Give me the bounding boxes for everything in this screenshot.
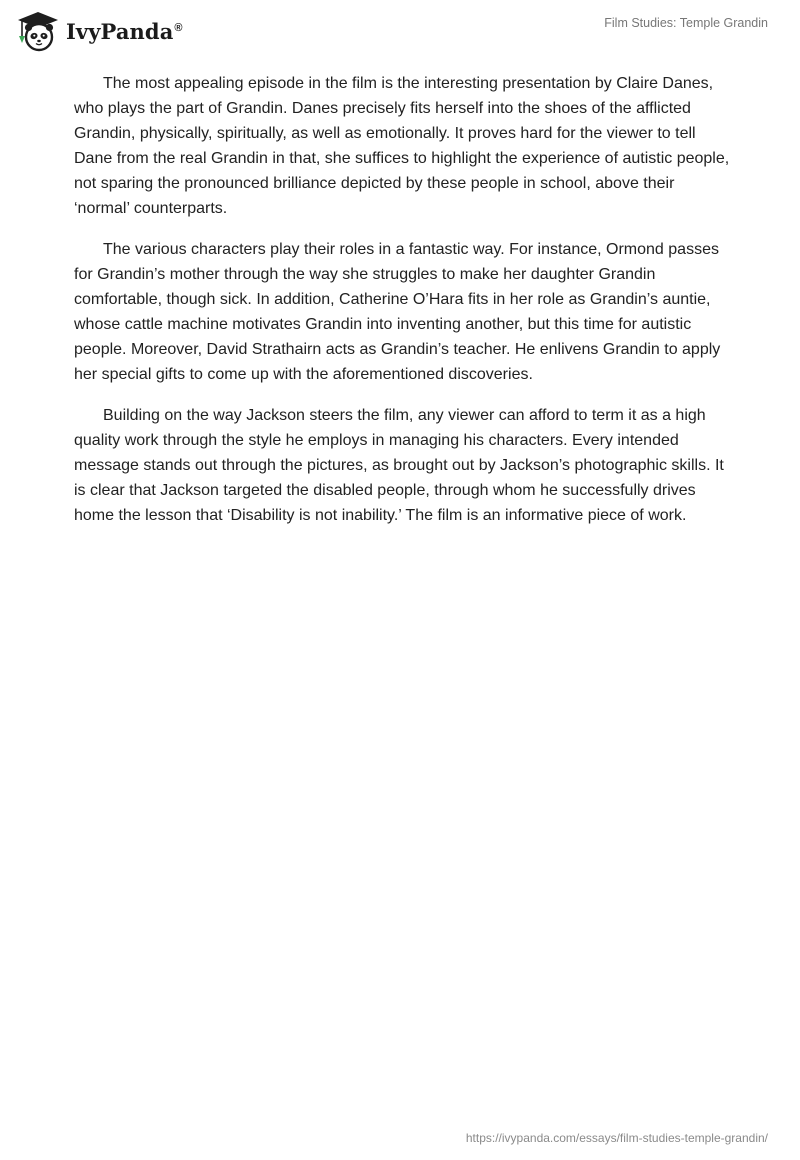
logo-wordmark-text: IvyPanda [66, 18, 174, 44]
page-header [0, 0, 800, 60]
running-title: Film Studies: Temple Grandin [604, 16, 768, 30]
body-paragraph: Building on the way Jackson steers the film, any viewer can afford to term it as a high quality work through the style he employs in managing his characters. Every intended message stands out through the pictures, as brought out by Jackson’s photographic skills. It is clear that Jackson targeted the disabled people, through whom he successfully drives home the lesson that ‘Disability is not inability.’ The film is an informative piece of work. [74, 407, 724, 524]
source-url[interactable]: https://ivypanda.com/essays/film-studies-temple-grandin/ [465, 1131, 768, 1145]
body-paragraph: The various characters play their roles in a fantastic way. For instance, Ormond passes for Grandin’s mother through the way she struggles to make her daughter Grandin comfortable, though sick. In addition, Catherine O’Hara fits in her role as Grandin’s auntie, whose cattle machine motivates Grandin into inventing another, but this time for autistic people. Moreover, David Strathairn acts as Grandin’s teacher. He enlivens Grandin to apply her special gifts to come up with the aforementioned discoveries. [74, 241, 721, 383]
logo-wordmark [66, 19, 183, 44]
body-paragraph: The most appealing episode in the film is the interesting presentation by Claire Danes, who plays the part of Grandin. Danes precisely fits herself into the shoes of the afflicted Grandin, physically, spiritually, as well as emotionally. It proves hard for the viewer to tell Dane from the real Grandin in that, she suffices to highlight the experience of autistic people, not sparing the pronounced brilliance depicted by these people in school, above their ‘normal’ counterparts. [74, 75, 730, 217]
ivypanda-logo[interactable] [16, 8, 183, 56]
registered-mark: ® [174, 21, 183, 34]
panda-graduation-cap-icon [16, 10, 60, 54]
essay-body [74, 71, 734, 544]
